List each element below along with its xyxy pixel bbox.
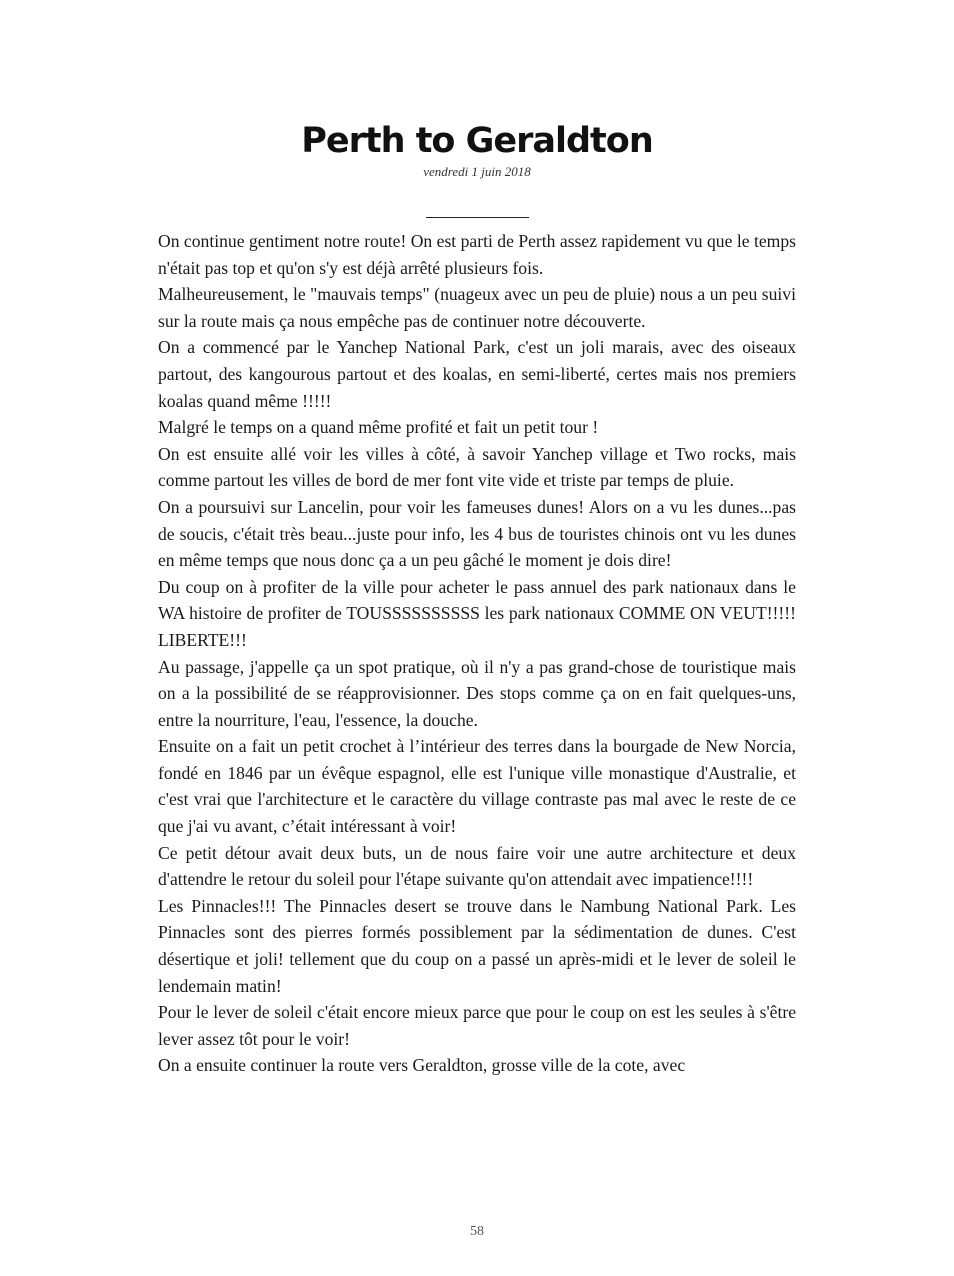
paragraph: Pour le lever de soleil c'était encore mieux parce que pour le coup on est les seules à s'être lever assez tôt pour le voir! [158,1002,796,1049]
post-date: vendredi 1 juin 2018 [423,164,531,179]
paragraph: On a commencé par le Yanchep National Park, c'est un joli marais, avec des oiseaux partout, des kangourous partout et des koalas, en semi-liberté, certes mais nos premiers koalas quand même !!!!! [158,337,796,411]
paragraph: Ensuite on a fait un petit crochet à l’intérieur des terres dans la bourgade de New Norcia, fondé en 1846 par un évêque espagnol, elle est l'unique ville monastique d'Australie, et c'est vrai que l'architecture et le caractère du village contraste pas mal avec le reste de ce que j'ai vu avant, c’était intéressant à voir! [158,736,796,837]
article-body [158,228,796,1079]
page-number: 58 [470,1224,484,1239]
paragraph: On a poursuivi sur Lancelin, pour voir les fameuses dunes! Alors on a vu les dunes...pas de soucis, c'était très beau...juste pour info, les 4 bus de touristes chinois ont vu les dunes en même temps que nous donc ça a un peu gâché le moment je dois dire! [158,496,796,571]
paragraph: On est ensuite allé voir les villes à côté, à savoir Yanchep village et Two rocks, mais comme partout les villes de bord de mer font vite vide et triste par temps de pluie. [158,443,796,491]
paragraph: Malgré le temps on a quand même profité et fait un petit tour ! [158,417,599,438]
paragraph: Au passage, j'appelle ça un spot pratique, où il n'y a pas grand-chose de touristique mais on a la possibilité de se réapprovisionner. Des stops comme ça on en fait quelques-uns, entre la nourriture, l'eau, l'essence, la douche. [158,656,796,730]
title-divider [426,217,529,218]
paragraph: On continue gentiment notre route! On est parti de Perth assez rapidement vu que le temps n'était pas top et qu'on s'y est déjà arrêté plusieurs fois. [158,231,796,278]
paragraph: Les Pinnacles!!! The Pinnacles desert se trouve dans le Nambung National Park. Les Pinnacles sont des pierres formés possiblement par la sédimentation de dunes. C'est désertique et joli! tellement que du coup on a passé un après-midi et le lever de soleil le lendemain matin! [158,895,796,996]
paragraph: On a ensuite continuer la route vers Geraldton, grosse ville de la cote, avec [158,1055,686,1076]
page-title: Perth to Geraldton [301,121,653,161]
paragraph: Malheureusement, le "mauvais temps" (nuageux avec un peu de pluie) nous a un peu suivi sur la route mais ça nous empêche pas de continuer notre découverte. [158,284,796,331]
paragraph: Du coup on à profiter de la ville pour acheter le pass annuel des park nationaux dans le WA histoire de profiter de TOUSSSSSSSSSS les park nationaux COMME ON VEUT!!!!! LIBERTE!!! [158,576,796,650]
paragraph: Ce petit détour avait deux buts, un de nous faire voir une autre architecture et deux d'attendre le retour du soleil pour l'étape suivante qu'on attendait avec impatience!!!! [158,842,796,890]
